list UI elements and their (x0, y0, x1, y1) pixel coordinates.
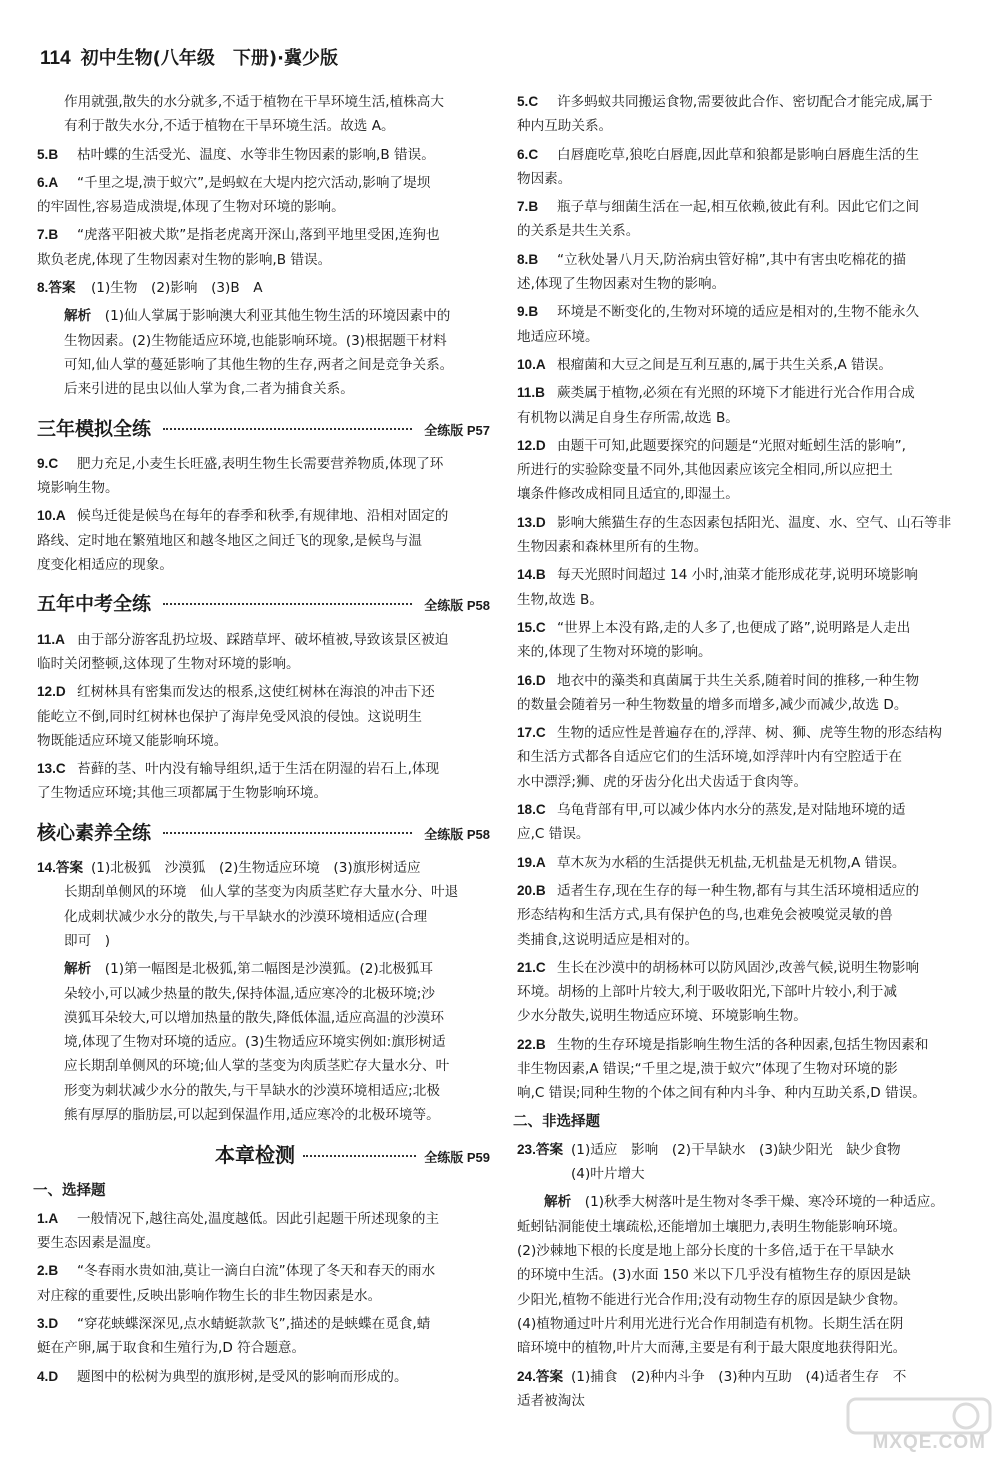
question-14-answer (37, 856, 490, 880)
text-line: 肥力充足,小麦生长旺盛,表明生物生长需要营养物质,体现了环 (77, 455, 444, 472)
watermark-logo (844, 1395, 994, 1457)
question-item (517, 300, 960, 349)
page-header (40, 46, 338, 72)
text-line: 许多蚂蚁共同搬运食物,需要彼此合作、密切配合才能完成,属于 (557, 94, 933, 110)
text-line: “千里之堤,溃于蚁穴”,是蚂蚁在大堤内挖穴活动,影响了堤坝 (77, 174, 431, 191)
question-item (37, 1259, 490, 1308)
text-line: 水中漂浮;狮、虎的牙齿分化出犬齿适于食肉等。 (517, 773, 808, 790)
question-item (517, 616, 960, 665)
text-line: “世界上本没有路,走的人多了,也便成了路”,说明路是人走出 (557, 619, 911, 636)
text-line: 乌龟背部有甲,可以减少体内水分的蒸发,是对陆地环境的适 (557, 802, 906, 819)
question-item (37, 223, 490, 272)
question-label: 20.B (517, 882, 546, 898)
question-item (517, 434, 960, 507)
book-title: 初中生物(八年级 下册)·冀少版 (80, 48, 338, 69)
text-line: (4)植物通过叶片利用光进行光合作用制造有机物。长期生活在阴 (517, 1315, 904, 1332)
question-label: 6.A (37, 174, 59, 190)
text-line: 生物,故选 B。 (517, 591, 603, 608)
question-item (517, 143, 960, 192)
text-line: 环境是不断变化的,生物对环境的适应是相对的,生物不能永久 (557, 304, 920, 321)
text-line: 有利于散失水分,不适于植物在干旱环境生活。故选 A。 (64, 118, 395, 135)
question-item (517, 353, 960, 377)
text-line: 的牢固性,容易造成溃堤,体现了生物对环境的影响。 (37, 199, 345, 216)
text-line: 草木灰为水稻的生活提供无机盐,无机盐是无机物,A 错误。 (557, 854, 906, 871)
question-label: 6.C (517, 146, 539, 162)
text-line: 所进行的实验除变量不同外,其他因素应该完全相同,所以应把土 (517, 462, 893, 479)
part-title-nonchoice: 二、非选择题 (513, 1113, 600, 1130)
text-line: 少水分散失,说明生物适应环境、环境影响生物。 (517, 1008, 807, 1025)
text-line: (1)适应 影响 (2)干旱缺水 (3)缺少阳光 缺少食物 (571, 1141, 901, 1158)
left-column (33, 90, 490, 1393)
question-item (37, 1365, 490, 1389)
text-line: 蕨类属于植物,必须在有光照的环境下才能进行光合作用合成 (557, 385, 915, 402)
question-label: 10.A (37, 508, 66, 524)
text-line: 可知,仙人掌的蔓延影响了其他生物的生存,两者之间是竞争关系。 (64, 356, 454, 373)
text-line: 了生物适应环境;其他三项都属于生物影响环境。 (37, 785, 328, 802)
text-line: 一般情况下,越往高处,温度越低。因此引起题干所述现象的主 (77, 1210, 440, 1227)
question-item (517, 798, 960, 847)
question-label: 11.A (37, 631, 65, 647)
text-line: 生物因素。(2)生物能适应环境,也能影响环境。(3)根据题干材料 (64, 332, 447, 349)
text-line: 形变为刺状减少水分的散失,与干旱缺水的沙漠环境相适应;北极 (64, 1082, 440, 1099)
text-line: 度变化相适应的现象。 (37, 557, 173, 574)
section-page-ref: 全练版 P58 (424, 826, 490, 842)
question-item (37, 504, 490, 577)
section-heading-wunian (37, 591, 490, 618)
dotted-leader (303, 1155, 416, 1157)
text-line: “立秋处暑八月天,防治病虫管好棉”,其中有害虫吃棉花的描 (557, 251, 906, 268)
section-title: 核心素养全练 (37, 821, 152, 844)
question-23-analysis (517, 1190, 960, 1360)
question-item (517, 1033, 960, 1106)
question-8-analysis (37, 304, 490, 401)
text-line: 瓶子草与细菌生活在一起,相互依赖,彼此有利。因此它们之间 (557, 199, 920, 216)
text-line: 境,体现了生物对环境的适应。(3)生物适应环境实例如:旗形树适 (64, 1034, 446, 1051)
text-line: 化成刺状减少水分的散失,与干旱缺水的沙漠环境相适应(合理 (64, 908, 428, 925)
answer-label: 14.答案 (37, 860, 84, 876)
text-line: 漠狐耳朵较大,可以增加热量的散失,降低体温,适应高温的沙漠环 (64, 1009, 444, 1026)
question-label: 12.D (517, 437, 546, 453)
text-line: 适者生存,现在生存的每一种生物,都有与其生活环境相适应的 (557, 882, 920, 899)
analysis-label: 解析 (64, 961, 92, 978)
question-item (517, 669, 960, 718)
text-line: 长期刮单侧风的环境 仙人掌的茎变为肉质茎贮存大量水分、叶退 (64, 884, 459, 901)
section-heading-hexin (37, 820, 490, 847)
text-line: 白唇鹿吃草,狼吃白唇鹿,因此草和狼都是影响白唇鹿生活的生 (557, 146, 920, 163)
text-line: (1)捕食 (2)种内斗争 (3)种内互助 (4)适者生存 不 (571, 1368, 907, 1385)
text-line: (1)秋季大树落叶是生物对冬季干燥、寒冷环境的一种适应。 (584, 1194, 944, 1211)
question-item (37, 1312, 490, 1361)
analysis-label: 解析 (544, 1194, 572, 1211)
question-item (517, 381, 960, 430)
question-item (517, 195, 960, 244)
text-line: 由于部分游客乱扔垃圾、踩踏草坪、破坏植被,导致该景区被迫 (77, 631, 449, 648)
question-label: 2.B (37, 1263, 59, 1279)
question-8-answer (37, 276, 490, 300)
text-line: 的数量会随着另一种生物数量的增多而增多,减少而减少,故选 D。 (517, 696, 908, 713)
question-item (517, 248, 960, 297)
dotted-leader (163, 428, 412, 430)
text-line: 对庄稼的重要性,反映出影响作物生长的非生物因素是水。 (37, 1287, 382, 1304)
text-line: 响,C 错误;同种生物的个体之间有种内斗争、种内互助关系,D 错误。 (517, 1085, 926, 1102)
question-label: 13.D (517, 514, 546, 530)
text-line: 和生活方式都各自适应它们的生活环境,如浮萍叶内有空腔适于在 (517, 749, 902, 766)
question-label: 9.B (517, 304, 539, 320)
text-line: 形态结构和生活方式,具有保护色的鸟,也难免会被嗅觉灵敏的兽 (517, 907, 893, 924)
text-line: 适者被淘汰 (517, 1392, 585, 1409)
question-item (517, 879, 960, 952)
section-page-ref: 全练版 P58 (424, 598, 490, 614)
question-label: 9.C (37, 455, 59, 471)
text-line: 生物因素和森林里所有的生物。 (517, 539, 708, 556)
question-item (37, 680, 490, 753)
text-line: (4)叶片增大 (571, 1166, 645, 1183)
question-label: 15.C (517, 619, 546, 635)
question-label: 7.B (37, 227, 59, 243)
question-24-answer (517, 1365, 960, 1389)
analysis-label: 解析 (64, 308, 92, 325)
section-title: 五年中考全练 (37, 593, 152, 616)
section-title: 三年模拟全练 (37, 417, 152, 440)
answer-label: 8.答案 (37, 280, 76, 296)
answer-label: 23.答案 (517, 1141, 564, 1157)
text-line: 应长期刮单侧风的环境;仙人掌的茎变为肉质茎贮存大量水分、叶 (64, 1058, 450, 1075)
watermark-text: MXQE.COM (872, 1431, 986, 1453)
text-line: “冬春雨水贵如油,莫让一滴白白流”体现了冬天和春天的雨水 (77, 1263, 436, 1280)
text-line: 述,体现了生物因素对生物的影响。 (517, 276, 726, 293)
question-label: 7.B (517, 199, 539, 215)
section-heading-sannian (37, 416, 490, 443)
question-label: 3.D (37, 1316, 59, 1332)
question-item (37, 171, 490, 220)
question-label: 21.C (517, 959, 546, 975)
text-line: 蜓在产卵,属于取食和生殖行为,D 符合题意。 (37, 1340, 306, 1357)
text-line: 非生物因素,A 错误;“千里之堤,溃于蚁穴”体现了生物对环境的影 (517, 1060, 898, 1077)
text-line: 能屹立不倒,同时红树林也保护了海岸免受风浪的侵蚀。这说明生 (37, 708, 422, 725)
dotted-leader (163, 832, 412, 834)
text-line: 生物的生存环境是指影响生物生活的各种因素,包括生物因素和 (557, 1036, 929, 1053)
question-label: 14.B (517, 567, 546, 583)
question-label: 17.C (517, 725, 546, 741)
text-line: 环境。胡杨的上部叶片较大,利于吸收阳光,下部叶片较小,利于减 (517, 984, 897, 1001)
chapter-page-ref: 全练版 P59 (424, 1150, 490, 1166)
question-label: 10.A (517, 356, 546, 372)
question-item (37, 143, 490, 167)
text-line: (2)沙棘地下根的长度是地上部分长度的十多倍,适于在干旱缺水 (517, 1243, 895, 1260)
chapter-title: 本章检测 (215, 1143, 295, 1168)
text-line: 种内互助关系。 (517, 118, 613, 135)
text-line: 类捕食,这说明适应是相对的。 (517, 931, 699, 948)
text-line: 的关系是共生关系。 (517, 223, 640, 240)
text-line: 红树林具有密集而发达的根系,这使红树林在海浪的冲击下还 (77, 684, 435, 701)
intro-paragraph (37, 90, 490, 139)
text-line: 有机物以满足自身生存所需,故选 B。 (517, 409, 739, 426)
text-line: 影响大熊猫生存的生态因素包括阳光、温度、水、空气、山石等非 (557, 514, 952, 531)
question-label: 19.A (517, 854, 546, 870)
text-line: 熊有厚厚的脂肪层,可以起到保温作用,适应寒冷的北极环境等。 (64, 1106, 440, 1123)
text-line: 少阳光,植物不能进行光合作用;没有动物生存的原因是缺少食物。 (517, 1291, 907, 1308)
question-item (517, 511, 960, 560)
text-line: 的环境中生活。(3)水面 150 米以下几乎没有植物生存的原因是缺 (517, 1267, 911, 1284)
text-line: 作用就强,散失的水分就多,不适于植物在干旱环境生活,植株高大 (64, 94, 444, 110)
text-line: 临时关闭整顿,这体现了生物对环境的影响。 (37, 655, 300, 672)
question-item (37, 628, 490, 677)
question-label: 4.D (37, 1368, 59, 1384)
text-line: 地适应环境。 (517, 328, 599, 345)
text-line: 后来引进的昆虫以仙人掌为食,二者为捕食关系。 (64, 381, 354, 398)
text-line: “虎落平阳被犬欺”是指老虎离开深山,落到平地里受困,连狗也 (77, 227, 440, 244)
question-label: 16.D (517, 672, 546, 688)
question-item (517, 851, 960, 875)
text-line: 应,C 错误。 (517, 826, 590, 843)
text-line: 根瘤菌和大豆之间是互利互惠的,属于共生关系,A 错误。 (557, 356, 892, 373)
question-item (37, 757, 490, 806)
text-line: 由题干可知,此题要探究的问题是“光照对蚯蚓生活的影响”, (557, 437, 906, 454)
text-line: “穿花蛱蝶深深见,点水蜻蜓款款飞”,描述的是蛱蝶在觅食,蜻 (77, 1316, 431, 1333)
text-line: 苔藓的茎、叶内没有输导组织,适于生活在阴湿的岩石上,体现 (77, 761, 440, 778)
text-line: 生物的适应性是普遍存在的,浮萍、树、狮、虎等生物的形态结构 (557, 725, 942, 742)
question-label: 1.A (37, 1210, 59, 1226)
chapter-test-heading (37, 1141, 490, 1170)
text-line: 枯叶蝶的生活受光、温度、水等非生物因素的影响,B 错误。 (77, 146, 435, 163)
text-line: 蚯蚓钻洞能使土壤疏松,还能增加土壤肥力,表明生物能影响环境。 (517, 1218, 907, 1235)
question-item (517, 956, 960, 1029)
text-line: (1)仙人掌属于影响澳大利亚其他生物生活的环境因素中的 (104, 308, 451, 325)
text-line: 地衣中的藻类和真菌属于共生关系,随着时间的推移,一种生物 (557, 672, 920, 689)
question-label: 5.C (517, 94, 539, 109)
question-item (37, 452, 490, 501)
question-label: 18.C (517, 802, 546, 818)
question-23-answer (517, 1138, 960, 1187)
question-label: 5.B (37, 146, 59, 162)
text-line: 物因素。 (517, 170, 572, 187)
text-line: 每天光照时间超过 14 小时,油菜才能形成花芽,说明环境影响 (557, 567, 918, 584)
part-title-choice: 一、选择题 (33, 1182, 106, 1199)
page-number: 114 (40, 48, 71, 69)
answer-label: 24.答案 (517, 1368, 564, 1384)
question-14-analysis (37, 957, 490, 1127)
dotted-leader (163, 603, 412, 605)
text-line: 物既能适应环境又能影响环境。 (37, 732, 228, 749)
question-item (517, 90, 960, 139)
question-item (37, 1207, 490, 1256)
text-line: 生长在沙漠中的胡杨林可以防风固沙,改善气候,说明生物影响 (557, 959, 920, 976)
text-line: 壤条件修改成相同且适宜的,即湿土。 (517, 486, 739, 503)
question-label: 8.B (517, 251, 539, 267)
text-line: 欺负老虎,体现了生物因素对生物的影响,B 错误。 (37, 251, 332, 268)
question-item (517, 563, 960, 612)
text-line: 暗环境中的植物,叶片大而薄,主要是有利于最大限度地获得阳光。 (517, 1340, 907, 1357)
question-label: 11.B (517, 385, 545, 401)
text-line: 候鸟迁徙是候鸟在每年的春季和秋季,有规律地、沿相对固定的 (77, 508, 449, 525)
right-column (513, 90, 960, 1417)
text-line: 境影响生物。 (37, 480, 119, 497)
question-label: 12.D (37, 684, 66, 700)
question-item (517, 721, 960, 794)
text-line: 路线、定时地在繁殖地区和越冬地区之间迁飞的现象,是候鸟与温 (37, 532, 422, 549)
text-line: 来的,体现了生物对环境的影响。 (517, 644, 712, 661)
text-line: (1)北极狐 沙漠狐 (2)生物适应环境 (3)旗形树适应 (91, 860, 421, 877)
answer-text: (1)生物 (2)影响 (3)B A (91, 280, 263, 297)
question-14-answer-cont (37, 880, 490, 953)
text-line: 要生态因素是温度。 (37, 1235, 160, 1252)
text-line: 即可 ) (64, 932, 111, 949)
text-line: 题图中的松树为典型的旗形树,是受风的影响而形成的。 (77, 1368, 408, 1385)
text-line: (1)第一幅图是北极狐,第二幅图是沙漠狐。(2)北极狐耳 (104, 961, 434, 978)
question-label: 22.B (517, 1036, 546, 1052)
text-line: 朵较小,可以减少热量的散失,保持体温,适应寒冷的北极环境;沙 (64, 985, 435, 1002)
question-label: 13.C (37, 761, 66, 777)
section-page-ref: 全练版 P57 (424, 422, 490, 438)
